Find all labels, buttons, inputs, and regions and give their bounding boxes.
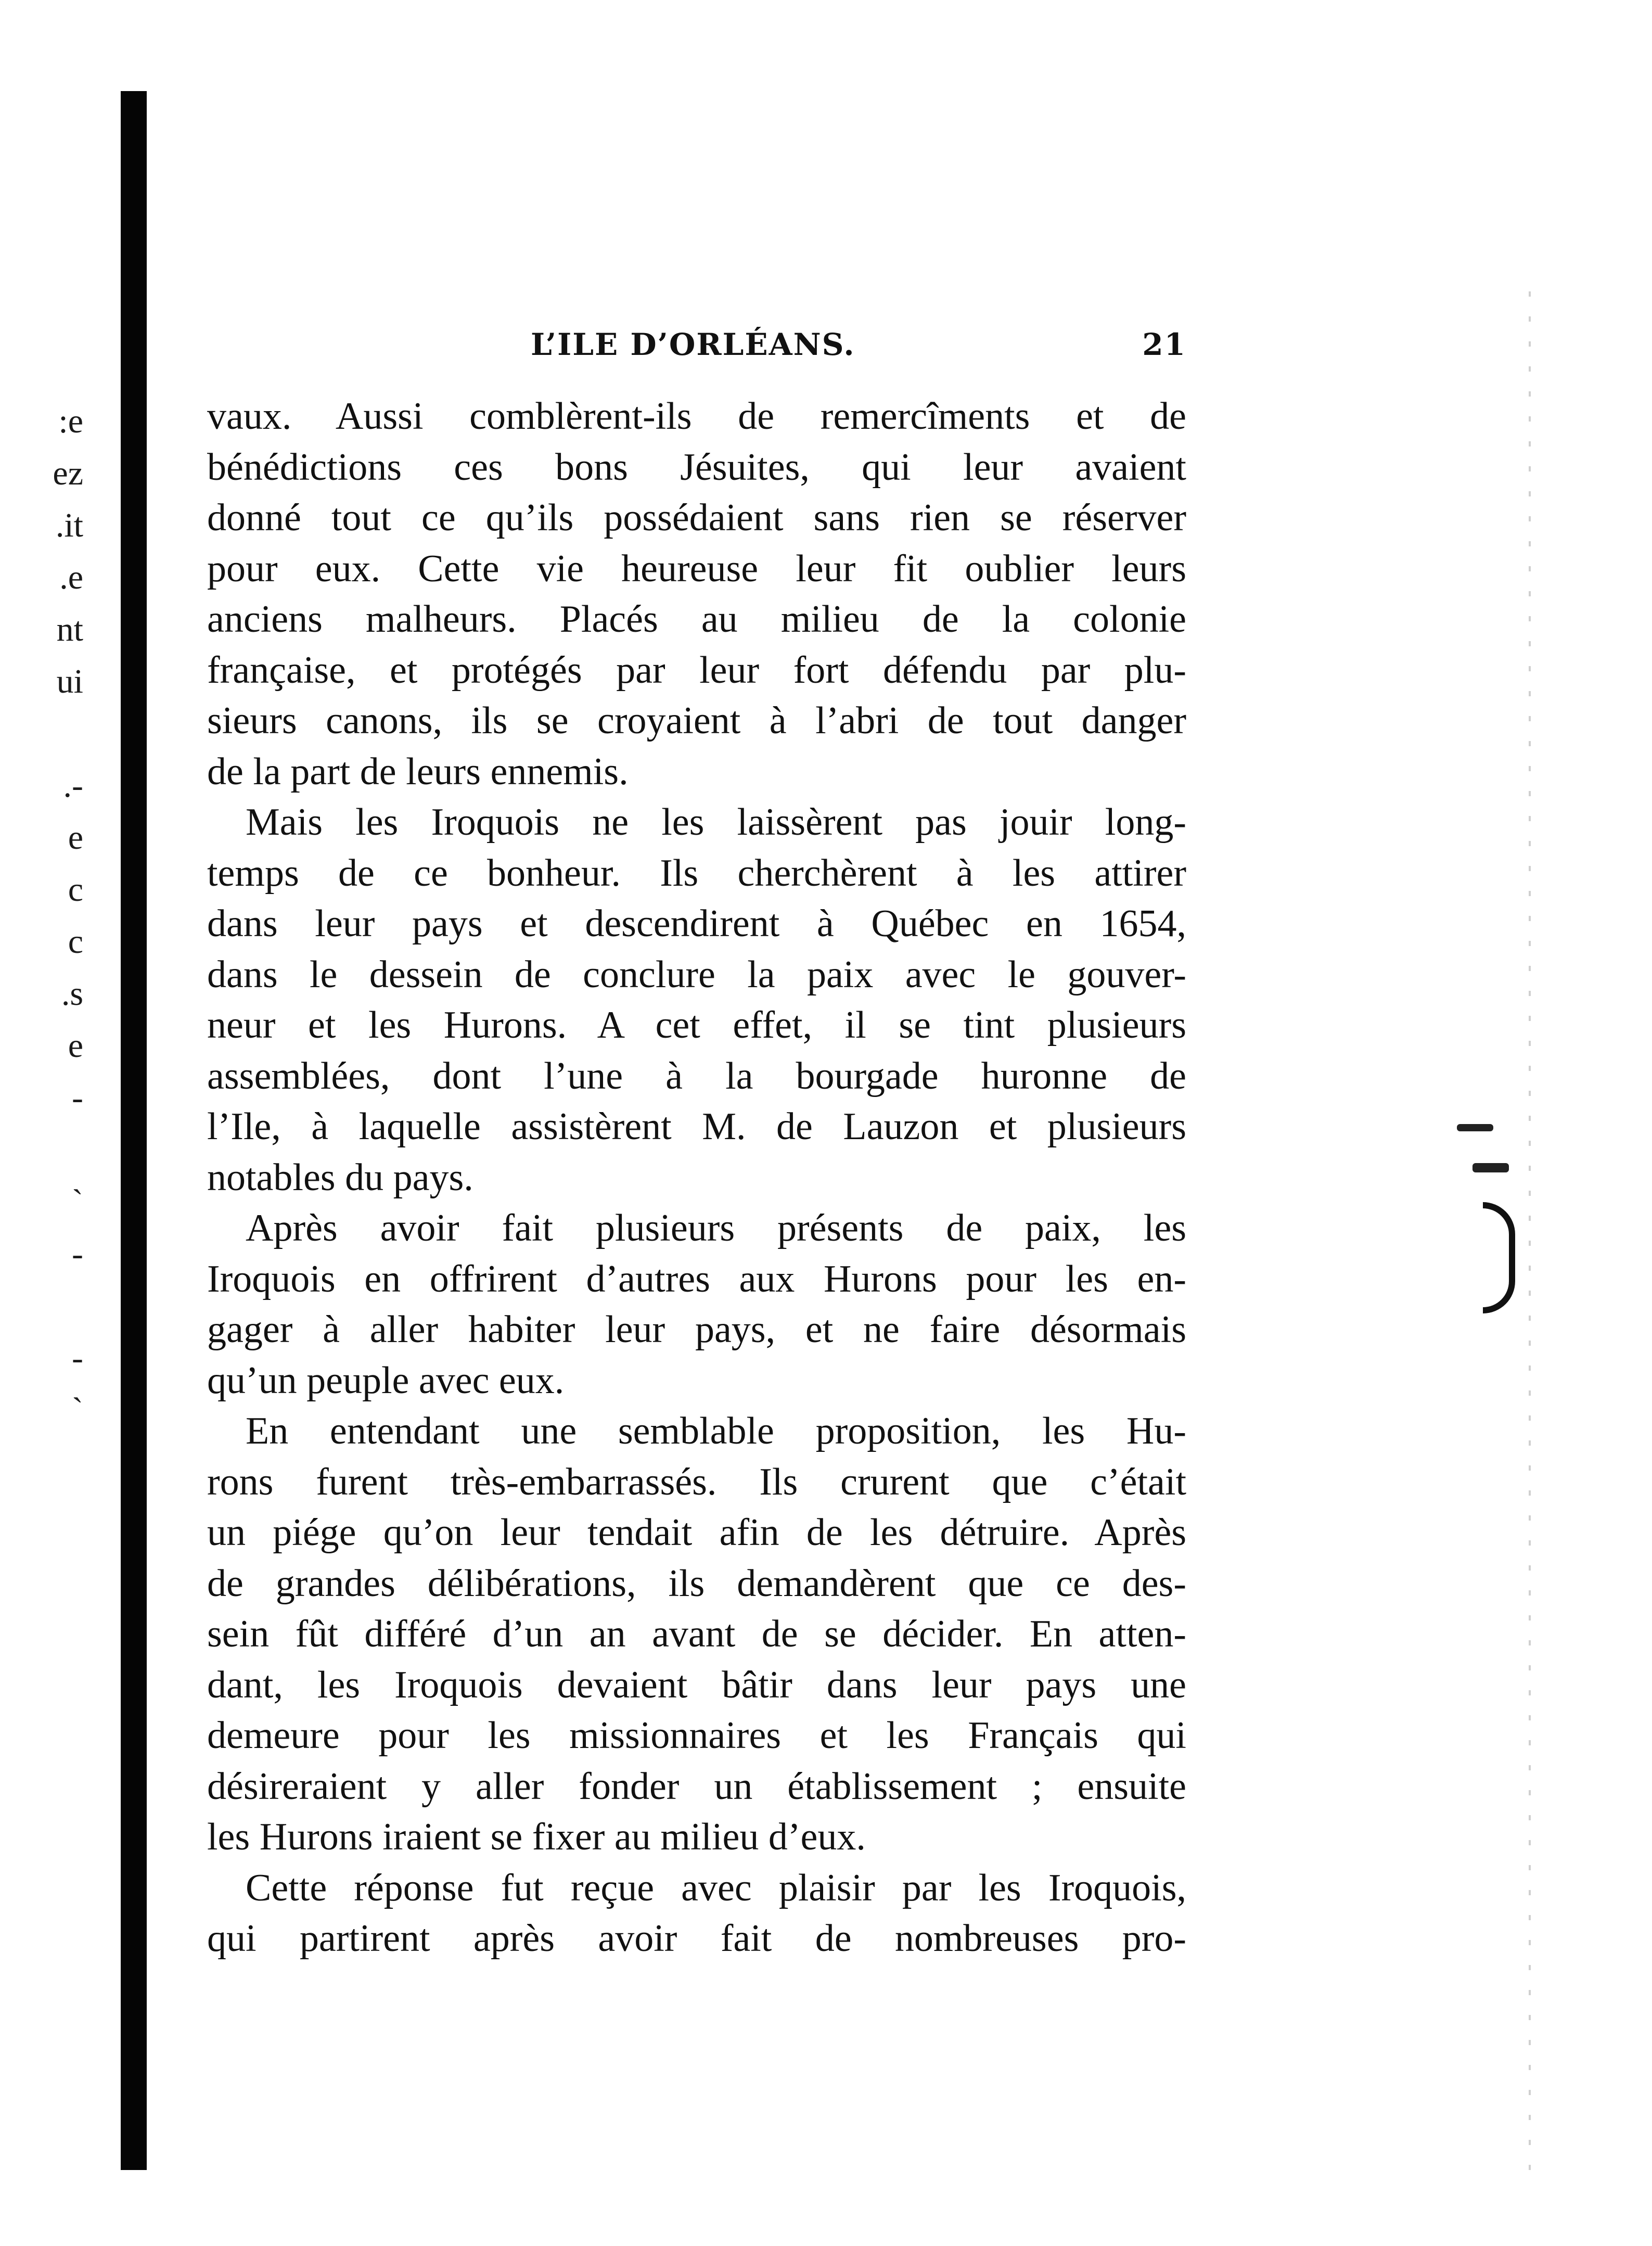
fragment: e (68, 819, 83, 857)
ink-blot (1457, 1124, 1493, 1131)
ink-blot (1472, 1163, 1509, 1172)
text-line: de grandes délibérations, ils demandèrent que ce des- (207, 1562, 1186, 1605)
running-title: L’ILE D’ORLÉANS. (531, 327, 855, 362)
text-line: qu’un peuple avec eux. (207, 1359, 565, 1402)
fragment: .- (63, 767, 83, 805)
text-line: Iroquois en offrirent d’autres aux Hurons pour les en- (207, 1257, 1186, 1300)
paragraph (207, 1203, 1186, 1406)
fragment (5, 1124, 83, 1176)
fragment: e (68, 1027, 83, 1065)
text-line: assemblées, dont l’une à la bourgade huronne de (207, 1054, 1186, 1098)
paragraph (207, 1406, 1186, 1863)
text-line: dans leur pays et descendirent à Québec en 1654, (207, 902, 1186, 945)
fragment: - (72, 1339, 83, 1377)
fragment: ez (53, 454, 83, 492)
text-line: sieurs canons, ils se croyaient à l’abri de tout danger (207, 699, 1186, 742)
text-line: qui partirent après avoir fait de nombreuses pro- (207, 1917, 1186, 1960)
paragraph (207, 797, 1186, 1203)
text-line: pour eux. Cette vie heureuse leur fit oublier leurs (207, 547, 1186, 590)
fragment: - (72, 1079, 83, 1117)
fragment: :e (58, 402, 83, 440)
text-line: Après avoir fait plusieurs présents de paix, les (246, 1207, 1186, 1249)
fragment: c (68, 871, 83, 909)
text-line: sein fût différé d’un an avant de se décider. En atten- (207, 1613, 1186, 1655)
text-line: de la part de leurs ennemis. (207, 750, 629, 793)
text-line: les Hurons iraient se fixer au milieu d’eux. (207, 1816, 866, 1858)
text-line: Cette réponse fut reçue avec plaisir par les Iroquois, (246, 1866, 1186, 1909)
fragment (5, 708, 83, 760)
text-line: un piége qu’on leur tendait afin de les détruire. Après (207, 1511, 1186, 1554)
running-header (208, 327, 1186, 379)
text-line: anciens malheurs. Placés au milieu de la colonie (207, 598, 1186, 641)
text-line: notables du pays. (207, 1156, 473, 1199)
paragraph (207, 1863, 1186, 1964)
text-line: dant, les Iroquois devaient bâtir dans leur pays une (207, 1663, 1186, 1706)
text-line: vaux. Aussi comblèrent-ils de remercîments et de (207, 395, 1186, 438)
fragment: .s (61, 975, 83, 1013)
page-edge-marks (1529, 291, 1531, 2175)
paragraph (207, 391, 1186, 797)
body-text (207, 391, 1186, 1964)
binding-shadow (121, 91, 147, 2170)
text-line: Mais les Iroquois ne les laissèrent pas jouir long- (246, 801, 1186, 844)
bracket-mark (1483, 1202, 1515, 1313)
text-line: française, et protégés par leur fort défendu par plu- (207, 648, 1186, 692)
text-line: demeure pour les missionnaires et les Français qui (207, 1714, 1186, 1757)
fragment: - (72, 1235, 83, 1273)
fragment: c (68, 923, 83, 961)
page-number: 21 (1142, 327, 1186, 362)
fragment: nt (56, 610, 83, 648)
text-line: En entendant une semblable proposition, les Hu- (246, 1410, 1186, 1452)
text-line: dans le dessein de conclure la paix avec le gouver- (207, 953, 1186, 996)
ink-marks (1441, 1103, 1525, 1343)
text-line: l’Ile, à laquelle assistèrent M. de Lauzon et plusieurs (207, 1105, 1186, 1148)
fragment: ui (56, 662, 83, 700)
fragment: .it (55, 506, 83, 544)
text-line: donné tout ce qu’ils possédaient sans rien se réserver (207, 496, 1186, 539)
text-line: bénédictions ces bons Jésuites, qui leur avaient (207, 445, 1186, 489)
text-line: désireraient y aller fonder un établissement ; ensuite (207, 1765, 1186, 1808)
text-line: gager à aller habiter leur pays, et ne faire désormais (207, 1308, 1186, 1351)
fragment (5, 1280, 83, 1332)
facing-page-fragments (5, 395, 83, 1436)
text-line: temps de ce bonheur. Ils cherchèrent à les attirer (207, 851, 1186, 895)
text-line: neur et les Hurons. A cet effet, il se tint plusieurs (207, 1004, 1186, 1047)
fragment: ` (72, 1183, 83, 1221)
text-line: rons furent très-embarrassés. Ils crurent que c’était (207, 1460, 1186, 1503)
fragment: ` (72, 1391, 83, 1429)
fragment: .e (59, 558, 83, 596)
